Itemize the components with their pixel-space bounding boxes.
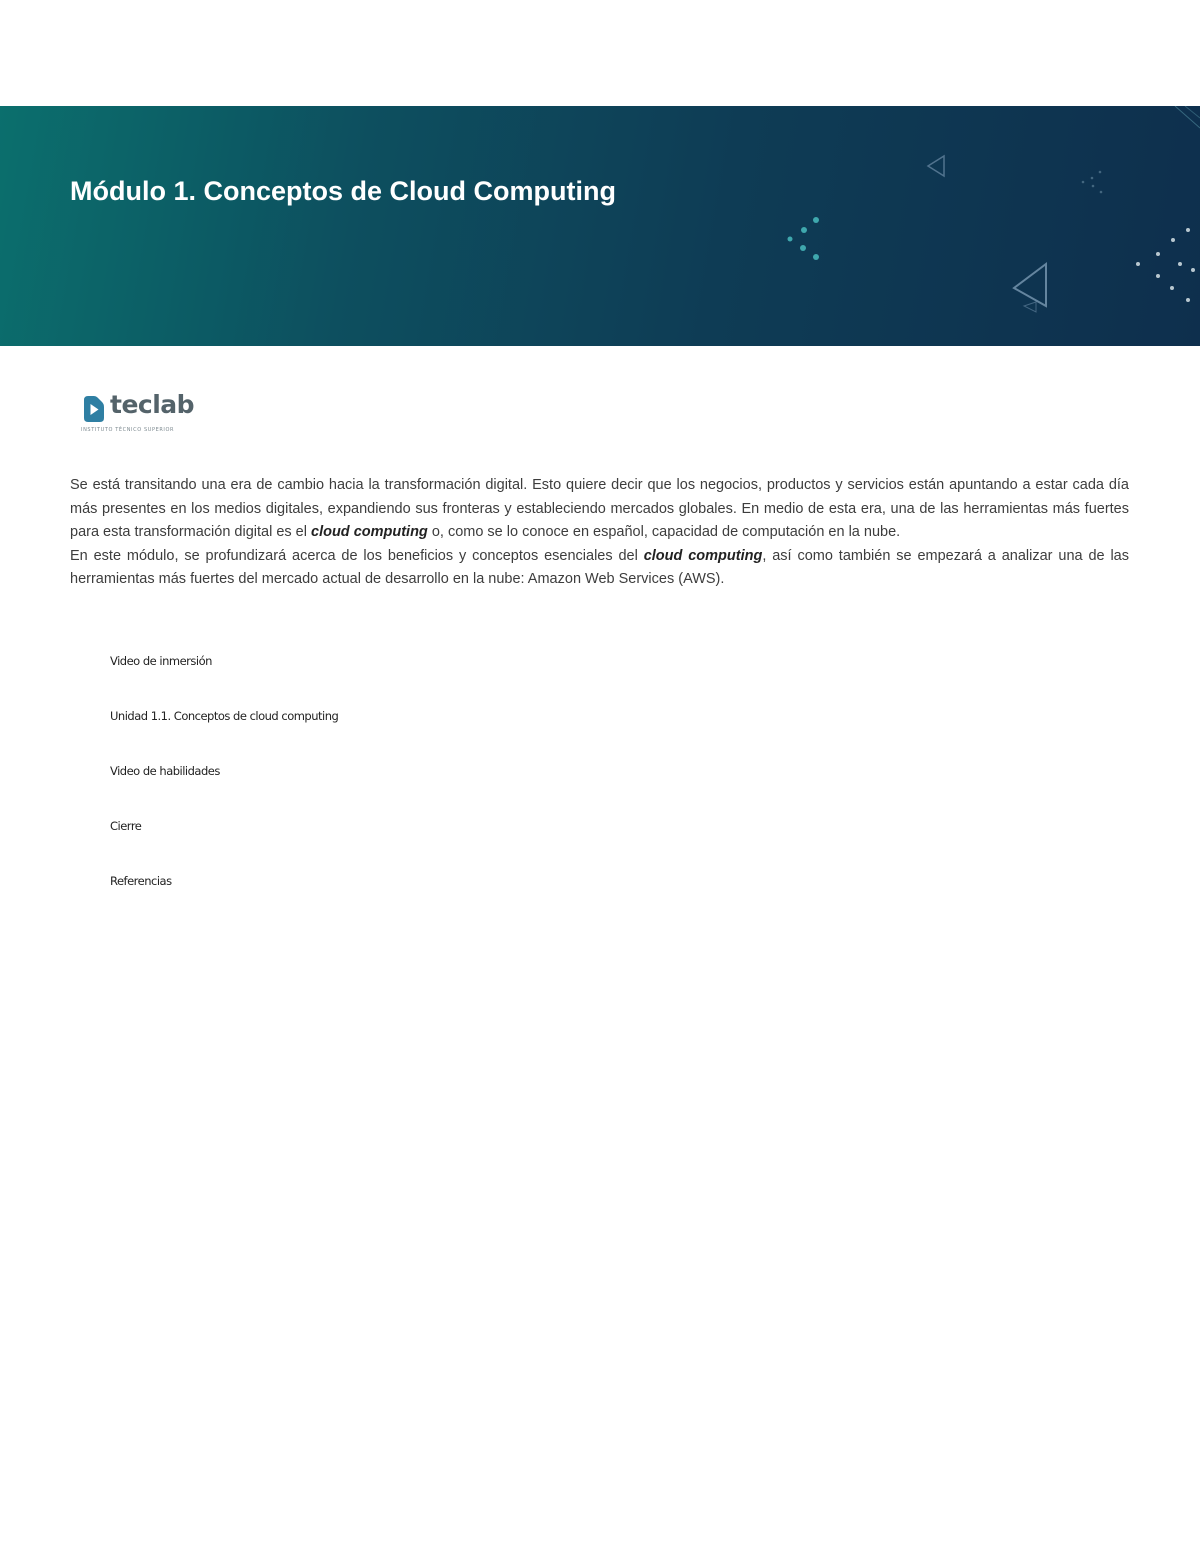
triangle-outline-large bbox=[1014, 264, 1046, 306]
toc-item-unidad-1-1[interactable]: Unidad 1.1. Conceptos de cloud computing bbox=[110, 709, 339, 723]
play-house-icon bbox=[80, 394, 106, 424]
dot-cluster-faint bbox=[1082, 171, 1103, 194]
dot-cluster-light bbox=[1136, 228, 1195, 302]
intro-paragraph-2: En este módulo, se profundizará acerca de los beneficios y conceptos esenciales del cloud computing, así como también se empezará a analizar una de las herramientas más fuertes del mercado actual de desarrollo en la nube: Amazon Web Services (AWS). bbox=[70, 547, 1129, 587]
triangle-outline-small bbox=[928, 156, 944, 176]
dot-cluster-teal bbox=[788, 217, 820, 260]
intro-text bbox=[70, 474, 1129, 592]
logo-wordmark: teclab bbox=[110, 390, 195, 419]
toc-item-cierre[interactable]: Cierre bbox=[110, 819, 142, 833]
page-title: Módulo 1. Conceptos de Cloud Computing bbox=[70, 176, 616, 206]
logo-tagline: INSTITUTO TÉCNICO SUPERIOR bbox=[81, 427, 175, 433]
toc-item-video-habilidades[interactable]: Video de habilidades bbox=[110, 764, 220, 778]
module-contents-list bbox=[110, 652, 338, 927]
header-banner bbox=[0, 106, 1200, 346]
toc-item-referencias[interactable]: Referencias bbox=[110, 874, 172, 888]
cloud-computing-term: cloud computing bbox=[311, 524, 428, 540]
toc-item-video-inmersion[interactable]: Video de inmersión bbox=[110, 654, 212, 668]
intro-paragraph-1: Se está transitando una era de cambio hacia la transformación digital. Esto quiere decir que los negocios, productos y servicios están apuntando a estar cada día más presentes en los medios digitales, expandiendo sus fronteras y estableciendo mercados globales. En medio de esta era, una de las herramientas más fuertes para esta transformación digital es el cloud computing o, como se lo conoce en español, capacidad de computación en la nube. bbox=[70, 477, 1129, 540]
cloud-computing-term: cloud computing bbox=[643, 547, 763, 564]
teclab-logo bbox=[80, 392, 210, 438]
decorative-shapes bbox=[0, 106, 1200, 346]
